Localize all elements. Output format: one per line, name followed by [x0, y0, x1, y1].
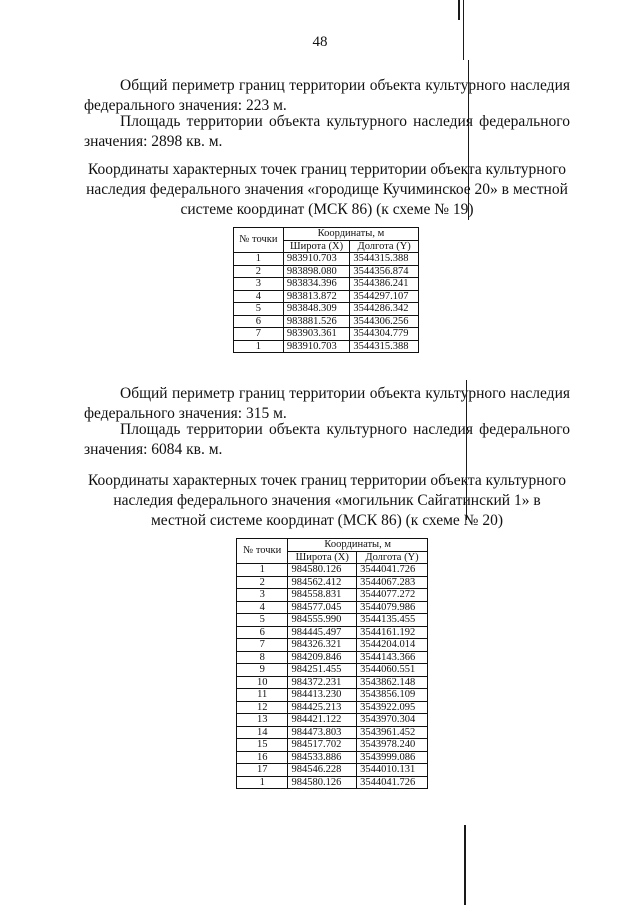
- point-number-cell: 17: [237, 764, 288, 777]
- table-row: [237, 739, 428, 752]
- point-number-cell: 5: [234, 303, 284, 316]
- longitude-cell: 3544060.551: [357, 664, 428, 677]
- latitude-cell: 984326.321: [288, 639, 357, 652]
- longitude-cell: 3544297.107: [350, 290, 419, 303]
- table-row: [237, 639, 428, 652]
- table-row: [237, 689, 428, 702]
- table-row: [234, 303, 419, 316]
- header-coordinates: Координаты, м: [283, 228, 418, 241]
- perimeter-text-1: Общий периметр границ территории объекта культурного наследия федерального значения: 223 м.: [84, 77, 570, 114]
- table-row: [237, 651, 428, 664]
- point-number-cell: 14: [237, 726, 288, 739]
- longitude-cell: 3544356.874: [350, 265, 419, 278]
- latitude-cell: 984562.412: [288, 576, 357, 589]
- point-number-cell: 1: [237, 776, 288, 789]
- header-point-no: № точки: [237, 539, 288, 564]
- longitude-cell: 3544079.986: [357, 601, 428, 614]
- latitude-cell: 983848.309: [283, 303, 349, 316]
- table-row: [234, 290, 419, 303]
- point-number-cell: 16: [237, 751, 288, 764]
- longitude-cell: 3544077.272: [357, 589, 428, 602]
- page-number: 48: [312, 34, 328, 50]
- latitude-cell: 984421.122: [288, 714, 357, 727]
- coordinates-table-19: [233, 227, 419, 353]
- point-number-cell: 3: [234, 278, 284, 291]
- point-number-cell: 11: [237, 689, 288, 702]
- table-row: [234, 253, 419, 266]
- longitude-cell: 3544304.779: [350, 328, 419, 341]
- longitude-cell: 3543999.086: [357, 751, 428, 764]
- latitude-cell: 984577.045: [288, 601, 357, 614]
- header-longitude: Долгота (Y): [350, 240, 419, 253]
- point-number-cell: 4: [237, 601, 288, 614]
- table-row: [237, 601, 428, 614]
- longitude-cell: 3544143.366: [357, 651, 428, 664]
- table-row: [237, 614, 428, 627]
- perimeter-text-2: Общий периметр границ территории объекта культурного наследия федерального значения: 315 м.: [84, 385, 570, 422]
- point-number-cell: 2: [234, 265, 284, 278]
- scan-artifact-line: [458, 0, 460, 20]
- table-row: [237, 776, 428, 789]
- point-number-cell: 12: [237, 701, 288, 714]
- longitude-cell: 3544306.256: [350, 315, 419, 328]
- area-text-1: Площадь территории объекта культурного наследия федерального значения: 2898 кв. м.: [84, 113, 570, 150]
- table-row: [237, 664, 428, 677]
- latitude-cell: 984580.126: [288, 564, 357, 577]
- longitude-cell: 3543961.452: [357, 726, 428, 739]
- latitude-cell: 983910.703: [283, 253, 349, 266]
- longitude-cell: 3544386.241: [350, 278, 419, 291]
- table-row: [234, 315, 419, 328]
- latitude-cell: 984372.231: [288, 676, 357, 689]
- table-row: [237, 589, 428, 602]
- longitude-cell: 3543970.304: [357, 714, 428, 727]
- point-number-cell: 4: [234, 290, 284, 303]
- longitude-cell: 3543862.148: [357, 676, 428, 689]
- header-coordinates: Координаты, м: [288, 539, 428, 552]
- table-row: [234, 328, 419, 341]
- latitude-cell: 983881.526: [283, 315, 349, 328]
- point-number-cell: 6: [237, 626, 288, 639]
- table-row: [237, 626, 428, 639]
- latitude-cell: 983834.396: [283, 278, 349, 291]
- table-row: [234, 340, 419, 353]
- latitude-cell: 984558.831: [288, 589, 357, 602]
- longitude-cell: 3544315.388: [350, 340, 419, 353]
- latitude-cell: 983898.080: [283, 265, 349, 278]
- latitude-cell: 984580.126: [288, 776, 357, 789]
- latitude-cell: 983813.872: [283, 290, 349, 303]
- table-row: [237, 751, 428, 764]
- longitude-cell: 3544041.726: [357, 776, 428, 789]
- section-heading-20: Координаты характерных точек границ территории объекта культурного наследия федерального значения «могильник Сайгатинский 1» в местной системе координат (МСК 86) (к схеме № 20): [87, 472, 567, 529]
- point-number-cell: 9: [237, 664, 288, 677]
- longitude-cell: 3544161.192: [357, 626, 428, 639]
- header-longitude: Долгота (Y): [357, 551, 428, 564]
- point-number-cell: 2: [237, 576, 288, 589]
- table-row: [237, 764, 428, 777]
- point-number-cell: 10: [237, 676, 288, 689]
- latitude-cell: 984533.886: [288, 751, 357, 764]
- latitude-cell: 984473.803: [288, 726, 357, 739]
- longitude-cell: 3543922.095: [357, 701, 428, 714]
- latitude-cell: 983910.703: [283, 340, 349, 353]
- longitude-cell: 3544286.342: [350, 303, 419, 316]
- longitude-cell: 3543856.109: [357, 689, 428, 702]
- table-row: [234, 265, 419, 278]
- longitude-cell: 3543978.240: [357, 739, 428, 752]
- longitude-cell: 3544204.014: [357, 639, 428, 652]
- header-point-no: № точки: [234, 228, 284, 253]
- point-number-cell: 1: [234, 253, 284, 266]
- header-latitude: Широта (X): [288, 551, 357, 564]
- latitude-cell: 984425.213: [288, 701, 357, 714]
- latitude-cell: 984517.702: [288, 739, 357, 752]
- point-number-cell: 13: [237, 714, 288, 727]
- latitude-cell: 984251.455: [288, 664, 357, 677]
- point-number-cell: 7: [237, 639, 288, 652]
- coordinates-table-20: [236, 538, 428, 789]
- header-latitude: Широта (X): [283, 240, 349, 253]
- latitude-cell: 984413.230: [288, 689, 357, 702]
- point-number-cell: 1: [237, 564, 288, 577]
- point-number-cell: 7: [234, 328, 284, 341]
- point-number-cell: 3: [237, 589, 288, 602]
- table-row: [234, 278, 419, 291]
- point-number-cell: 15: [237, 739, 288, 752]
- table-row: [237, 726, 428, 739]
- table-row: [237, 564, 428, 577]
- section-heading-19: Координаты характерных точек границ территории объекта культурного наследия федерального значения «городище Кучиминское 20» в местной системе координат (МСК 86) (к схеме № 19): [86, 161, 568, 218]
- table-row: [237, 576, 428, 589]
- latitude-cell: 983903.361: [283, 328, 349, 341]
- latitude-cell: 984555.990: [288, 614, 357, 627]
- point-number-cell: 8: [237, 651, 288, 664]
- latitude-cell: 984546.228: [288, 764, 357, 777]
- scan-artifact-line: [463, 0, 464, 60]
- point-number-cell: 5: [237, 614, 288, 627]
- longitude-cell: 3544315.388: [350, 253, 419, 266]
- table-row: [237, 714, 428, 727]
- latitude-cell: 984209.846: [288, 651, 357, 664]
- table-row: [237, 701, 428, 714]
- point-number-cell: 6: [234, 315, 284, 328]
- longitude-cell: 3544135.455: [357, 614, 428, 627]
- point-number-cell: 1: [234, 340, 284, 353]
- latitude-cell: 984445.497: [288, 626, 357, 639]
- longitude-cell: 3544067.283: [357, 576, 428, 589]
- table-row: [237, 676, 428, 689]
- longitude-cell: 3544041.726: [357, 564, 428, 577]
- longitude-cell: 3544010.131: [357, 764, 428, 777]
- scan-artifact-line: [464, 825, 466, 905]
- area-text-2: Площадь территории объекта культурного наследия федерального значения: 6084 кв. м.: [84, 421, 570, 458]
